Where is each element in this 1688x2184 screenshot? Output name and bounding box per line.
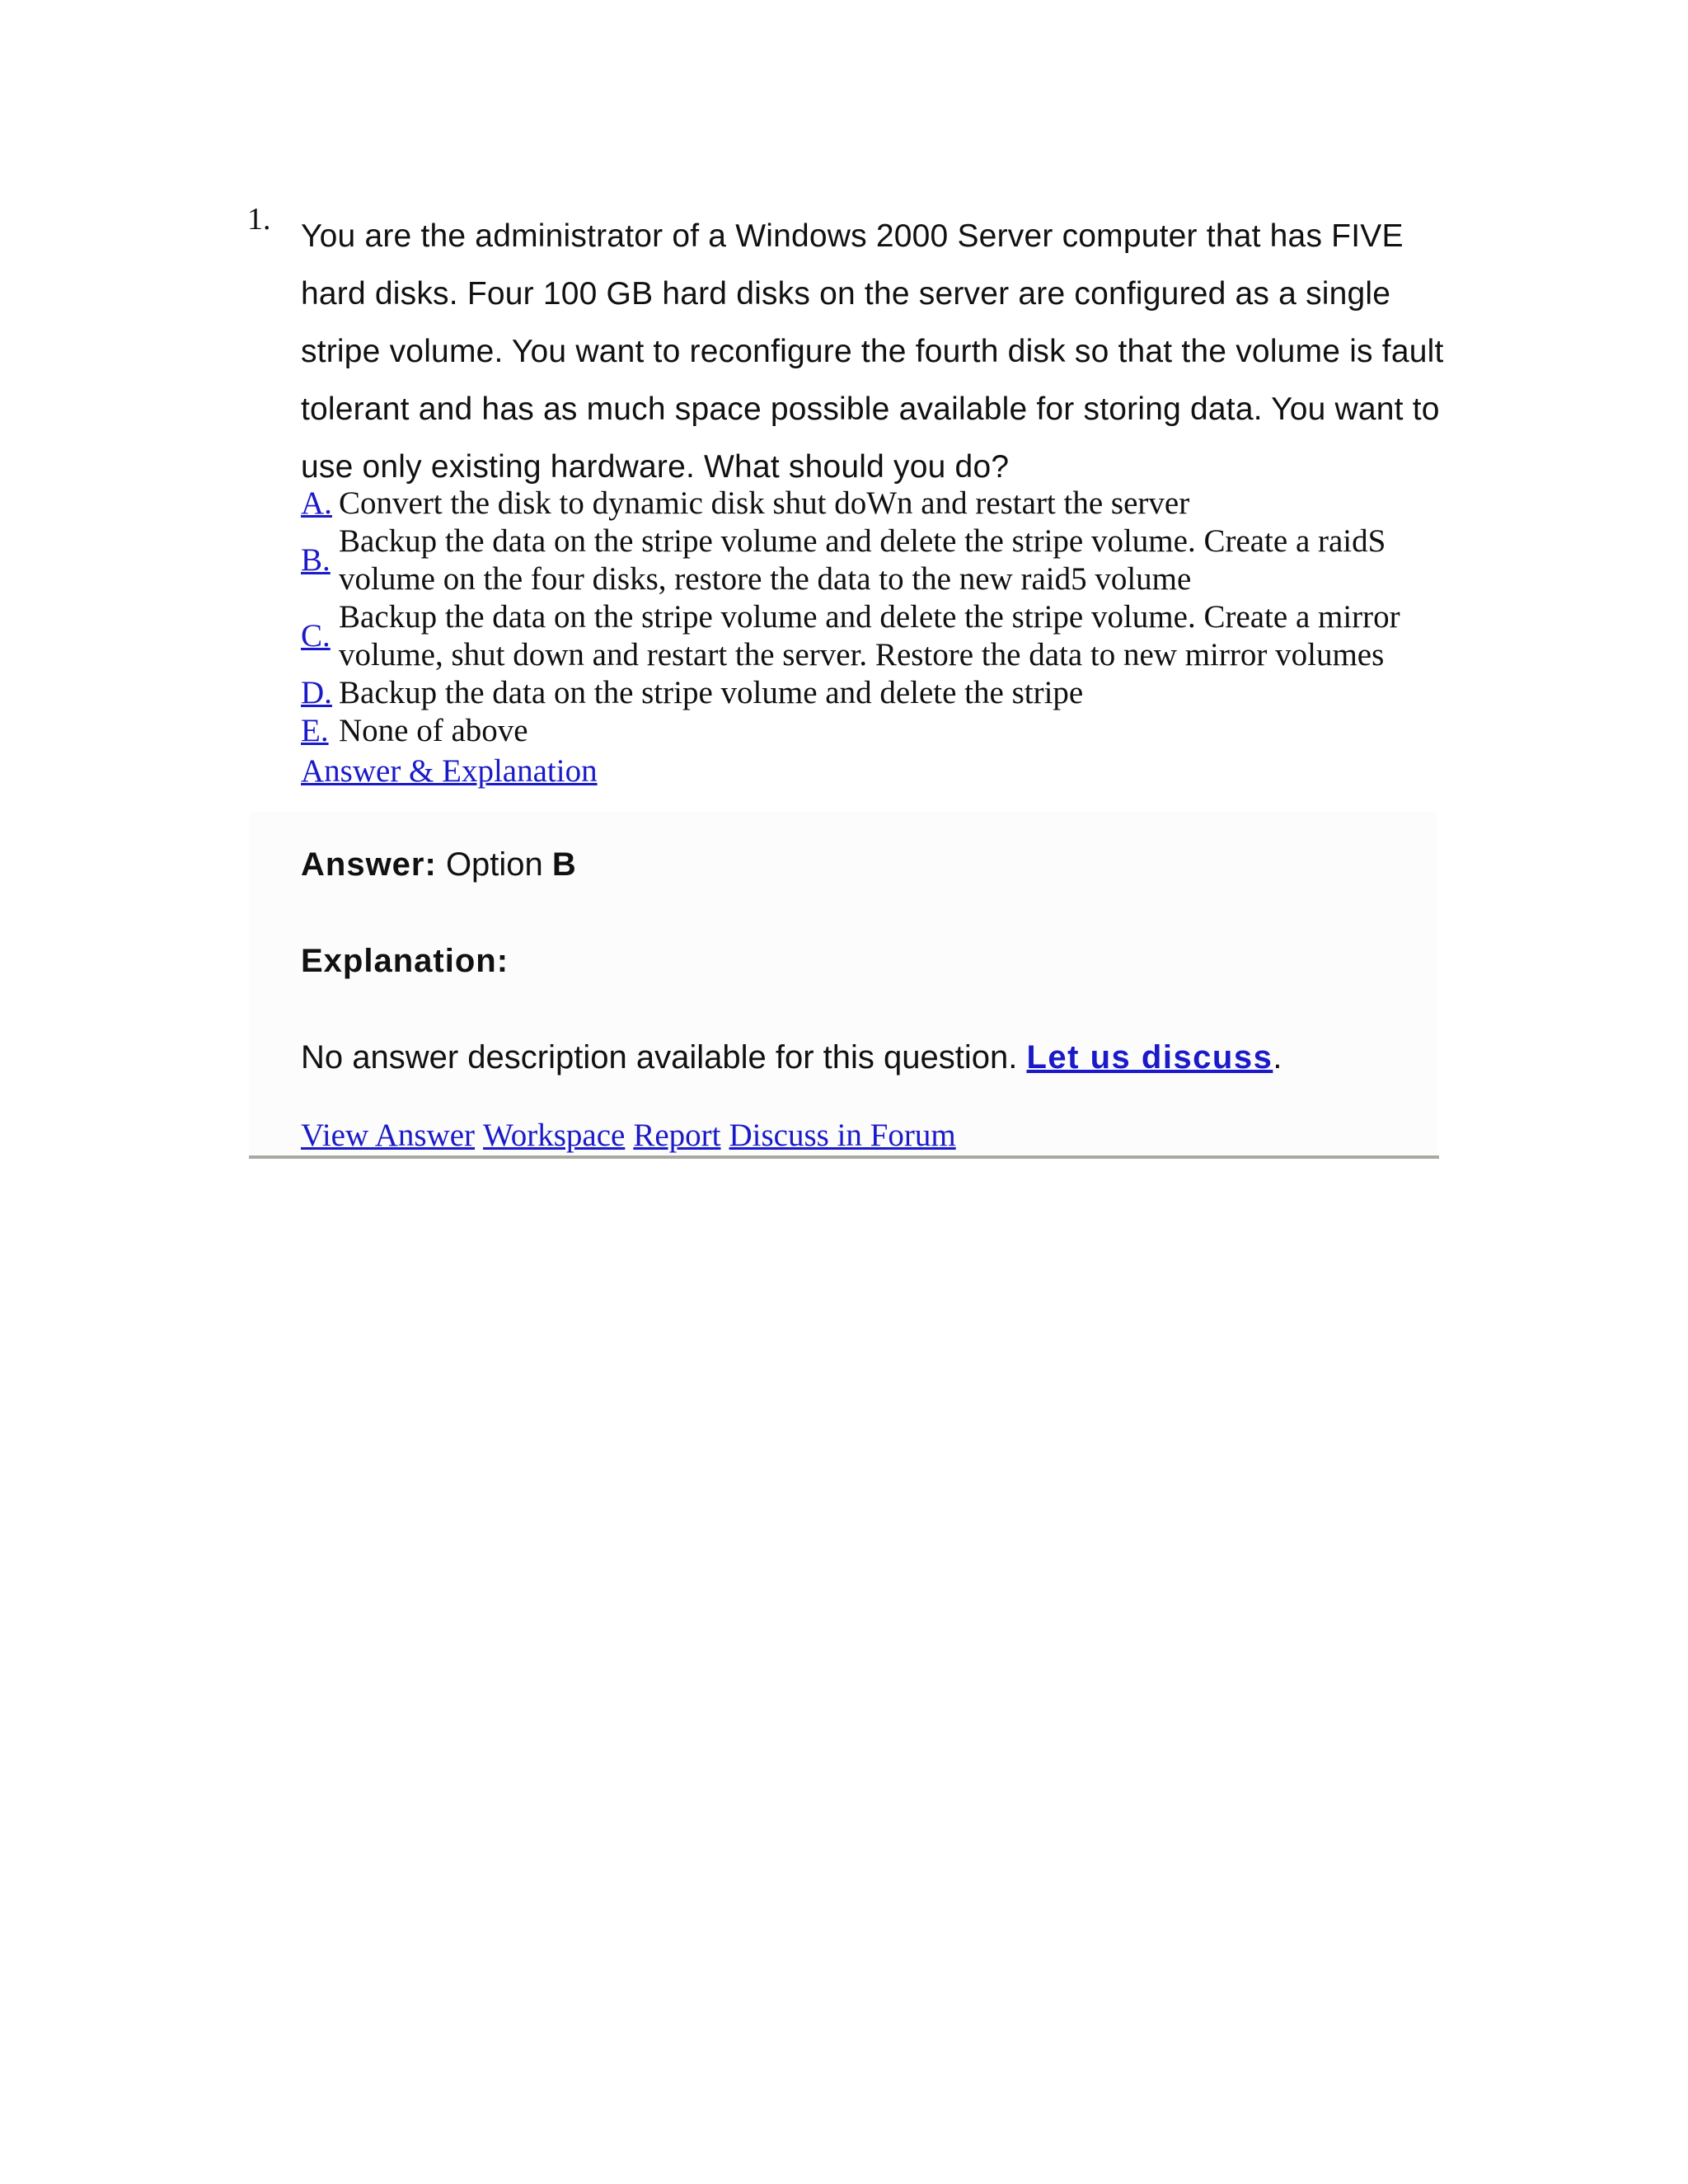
answer-label: Answer: <box>301 846 437 883</box>
question-text: You are the administrator of a Windows 2000 Server computer that has FIVE hard disks. Four 100 GB hard disks on the server are configured as a single stripe volume. You want to reconfigure the fourth disk so that the volume is fault tolerant and has as much space possible available for storing data. You want to use only existing hardware. What should you do? <box>301 218 1444 485</box>
option-c-text: Backup the data on the stripe volume and delete the stripe volume. Create a mirror volume, shut down and restart the server. Restore the data to new mirror volumes <box>339 599 1400 673</box>
view-answer-link[interactable]: View Answer <box>301 1118 476 1153</box>
explanation-suffix: . <box>1273 1039 1282 1076</box>
report-link[interactable]: Report <box>633 1118 721 1153</box>
explanation-heading: Explanation: <box>301 943 509 979</box>
explanation-body <box>301 1039 1282 1076</box>
option-b <box>301 523 1455 598</box>
option-d <box>301 674 1455 712</box>
divider <box>249 1155 1439 1159</box>
option-c-link[interactable]: C. <box>301 618 331 654</box>
explanation-text: No answer description available for this question. <box>301 1039 1018 1076</box>
answer-prefix: Option <box>445 846 543 883</box>
options-list <box>301 485 1455 750</box>
option-a-link[interactable]: A. <box>301 485 332 521</box>
answer-option: B <box>551 846 576 883</box>
option-e-text: None of above <box>339 713 528 748</box>
let-us-discuss-link[interactable]: Let us discuss <box>1026 1039 1273 1076</box>
option-b-link[interactable]: B. <box>301 542 331 578</box>
option-a <box>301 485 1455 523</box>
answer-line <box>301 846 576 883</box>
option-a-text: Convert the disk to dynamic disk shut doWn and restart the server <box>339 485 1190 521</box>
option-b-text: Backup the data on the stripe volume and delete the stripe volume. Create a raidS volume on the four disks, restore the data to the new raid5 volume <box>339 523 1386 597</box>
option-d-link[interactable]: D. <box>301 675 332 710</box>
option-e <box>301 712 1455 750</box>
workspace-link[interactable]: Workspace <box>483 1118 626 1153</box>
option-e-link[interactable]: E. <box>301 713 329 748</box>
answer-explanation-link[interactable]: Answer & Explanation <box>301 753 598 789</box>
discuss-in-forum-link[interactable]: Discuss in Forum <box>729 1118 956 1153</box>
option-c <box>301 598 1455 674</box>
option-d-text: Backup the data on the stripe volume and delete the stripe <box>339 675 1084 710</box>
question-number: 1. <box>247 202 271 237</box>
footer-links <box>301 1117 964 1154</box>
